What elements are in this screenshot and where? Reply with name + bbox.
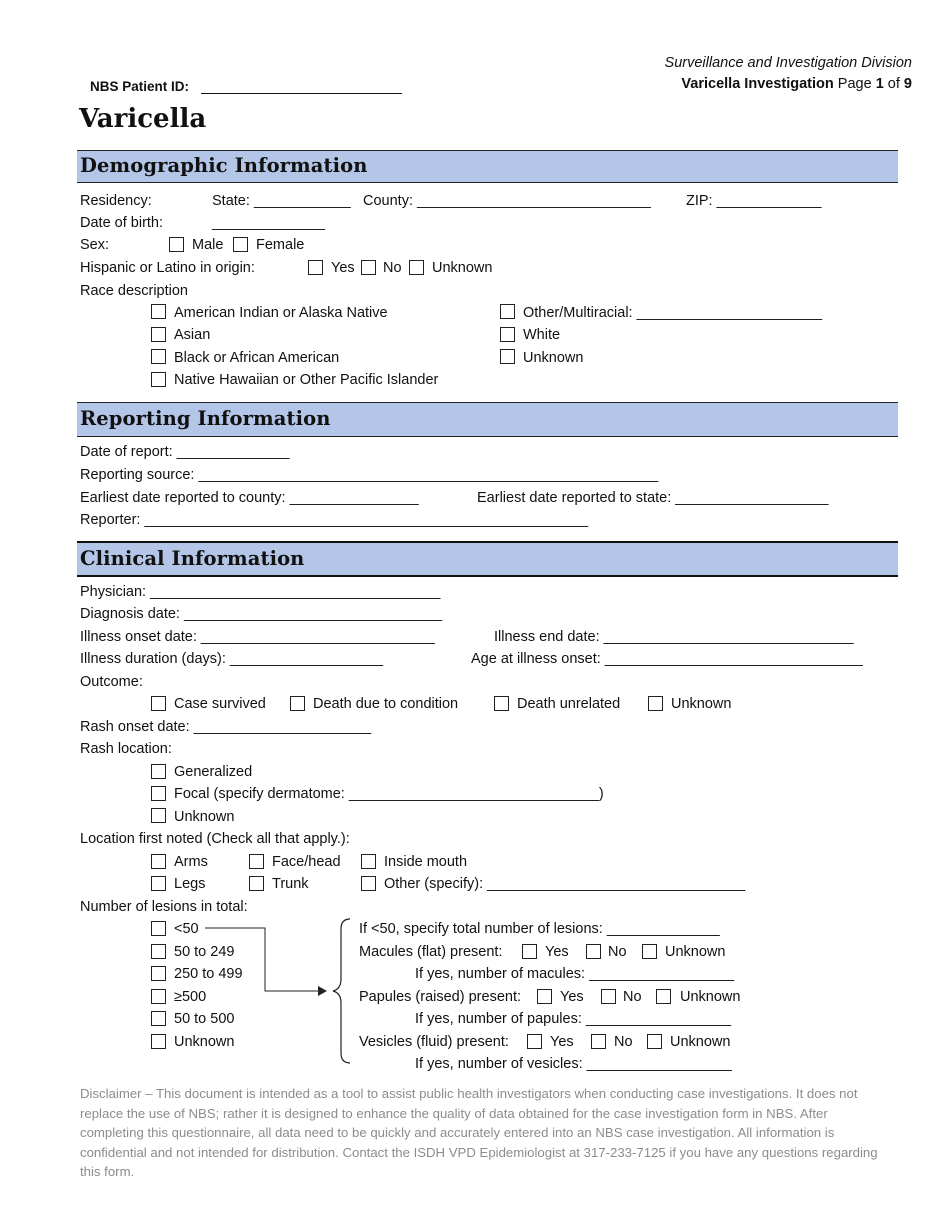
- race-white-checkbox[interactable]: [500, 327, 515, 342]
- clinical-section-header: Clinical Information: [77, 541, 898, 577]
- loc-other-field[interactable]: Other (specify): ________________________________: [384, 876, 746, 892]
- hispanic-yes-checkbox[interactable]: [308, 260, 323, 275]
- zip-field[interactable]: ZIP: _____________: [686, 193, 822, 209]
- race-nhpi-checkbox[interactable]: [151, 372, 166, 387]
- lesion-50-500-checkbox[interactable]: [151, 1011, 166, 1026]
- outcome-unknown-label: Unknown: [671, 696, 732, 712]
- illness-duration-field[interactable]: Illness duration (days): ___________________: [80, 651, 384, 667]
- papules-no-label: No: [623, 989, 642, 1005]
- demographic-section-header: Demographic Information: [77, 150, 898, 183]
- illness-onset-field[interactable]: Illness onset date: _____________________________: [80, 629, 435, 645]
- location-first-label: Location first noted (Check all that apply.):: [80, 831, 350, 847]
- earliest-state-field[interactable]: Earliest date reported to state: ___________________: [477, 490, 829, 506]
- county-field[interactable]: County: _____________________________: [363, 193, 651, 209]
- lesion-lt50-label: <50: [174, 921, 199, 937]
- race-other-checkbox[interactable]: [500, 304, 515, 319]
- hispanic-label: Hispanic or Latino in origin:: [80, 260, 255, 276]
- loc-trunk-checkbox[interactable]: [249, 876, 264, 891]
- loc-arms-label: Arms: [174, 854, 208, 870]
- macules-unknown-label: Unknown: [665, 944, 726, 960]
- sex-female-checkbox[interactable]: [233, 237, 248, 252]
- disclaimer-text: Disclaimer – This document is intended as a tool to assist public health investigators when conducting case investigations. It does not replace the use of NBS; rather it is designed to enhance the quality of data obtained for the case investigation form in NBS. After completing this questionnaire, all data need to be quickly and accurately entered into an NBS case investigation. All information is confidential and not intended for distribution. Contact the ISDH VPD Epidemiologist at 317-233-7125 if you have any questions regarding this form.: [80, 1086, 878, 1179]
- macules-label: Macules (flat) present:: [359, 944, 503, 960]
- rash-location-label: Rash location:: [80, 741, 172, 757]
- papules-unknown-checkbox[interactable]: [656, 989, 671, 1004]
- macules-yes-label: Yes: [545, 944, 569, 960]
- lesion-50-249-checkbox[interactable]: [151, 944, 166, 959]
- lesion-50-500-label: 50 to 500: [174, 1011, 235, 1027]
- diagnosis-date-field[interactable]: Diagnosis date: ________________________________: [80, 606, 443, 622]
- sex-male-checkbox[interactable]: [169, 237, 184, 252]
- hispanic-no-label: No: [383, 260, 402, 276]
- loc-legs-checkbox[interactable]: [151, 876, 166, 891]
- reporting-section-header: Reporting Information: [77, 402, 898, 437]
- race-aian-label: American Indian or Alaska Native: [174, 305, 388, 321]
- illness-end-field[interactable]: Illness end date: _______________________________: [494, 629, 854, 645]
- arrow-head-icon: [318, 986, 327, 996]
- race-unknown-checkbox[interactable]: [500, 349, 515, 364]
- rash-focal-field[interactable]: Focal (specify dermatome: _______________________________): [174, 786, 604, 802]
- papules-unknown-label: Unknown: [680, 989, 741, 1005]
- rash-generalized-label: Generalized: [174, 764, 253, 780]
- reporting-source-field[interactable]: Reporting source: _________________________________________________________: [80, 467, 659, 483]
- doc-title: Varicella: [79, 104, 207, 134]
- race-label: Race description: [80, 283, 188, 299]
- lesion-250-499-checkbox[interactable]: [151, 966, 166, 981]
- papules-no-checkbox[interactable]: [601, 989, 616, 1004]
- outcome-survived-checkbox[interactable]: [151, 696, 166, 711]
- race-unknown-label: Unknown: [523, 350, 584, 366]
- macules-count-field[interactable]: If yes, number of macules: __________________: [415, 966, 735, 982]
- lesions-specify-field[interactable]: If <50, specify total number of lesions: ______________: [359, 921, 720, 937]
- curly-brace-icon: [333, 919, 350, 1063]
- vesicles-yes-checkbox[interactable]: [527, 1034, 542, 1049]
- rash-generalized-checkbox[interactable]: [151, 764, 166, 779]
- rash-unknown-checkbox[interactable]: [151, 808, 166, 823]
- hispanic-unknown-label: Unknown: [432, 260, 493, 276]
- papules-count-field[interactable]: If yes, number of papules: __________________: [415, 1011, 732, 1027]
- rash-focal-checkbox[interactable]: [151, 786, 166, 801]
- macules-yes-checkbox[interactable]: [522, 944, 537, 959]
- papules-label: Papules (raised) present:: [359, 989, 521, 1005]
- outcome-death-condition-checkbox[interactable]: [290, 696, 305, 711]
- race-black-label: Black or African American: [174, 350, 340, 366]
- lesions-label: Number of lesions in total:: [80, 899, 248, 915]
- page-of: of: [887, 76, 900, 92]
- lesion-gte500-label: ≥500: [174, 989, 207, 1005]
- macules-no-label: No: [608, 944, 627, 960]
- rash-unknown-label: Unknown: [174, 809, 235, 825]
- lesion-50-249-label: 50 to 249: [174, 944, 235, 960]
- loc-mouth-checkbox[interactable]: [361, 854, 376, 869]
- vesicles-yes-label: Yes: [550, 1034, 574, 1050]
- race-aian-checkbox[interactable]: [151, 304, 166, 319]
- division-label: Surveillance and Investigation Division: [664, 55, 912, 71]
- papules-yes-checkbox[interactable]: [537, 989, 552, 1004]
- reporter-field[interactable]: Reporter: _______________________________________________________: [80, 512, 589, 528]
- vesicles-label: Vesicles (fluid) present:: [359, 1034, 509, 1050]
- date-of-report-field[interactable]: Date of report: ______________: [80, 444, 290, 460]
- lesion-arrow-connector: [200, 915, 360, 1075]
- loc-legs-label: Legs: [174, 876, 206, 892]
- page-indicator: [681, 76, 912, 92]
- lesion-gte500-checkbox[interactable]: [151, 989, 166, 1004]
- age-onset-field[interactable]: Age at illness onset: ________________________________: [471, 651, 863, 667]
- macules-unknown-checkbox[interactable]: [642, 944, 657, 959]
- page-word: Page: [837, 76, 872, 92]
- race-asian-checkbox[interactable]: [151, 327, 166, 342]
- race-black-checkbox[interactable]: [151, 349, 166, 364]
- earliest-county-field[interactable]: Earliest date reported to county: ________________: [80, 490, 419, 506]
- dob-field[interactable]: ______________: [212, 215, 325, 231]
- investigation-title: Varicella Investigation: [681, 76, 834, 92]
- page-current: 1: [875, 76, 884, 92]
- sex-label: Sex:: [80, 237, 110, 253]
- outcome-unknown-checkbox[interactable]: [648, 696, 663, 711]
- dob-label: Date of birth:: [80, 215, 164, 231]
- outcome-survived-label: Case survived: [174, 696, 266, 712]
- race-nhpi-label: Native Hawaiian or Other Pacific Islander: [174, 372, 439, 388]
- lesion-250-499-label: 250 to 499: [174, 966, 243, 982]
- loc-face-checkbox[interactable]: [249, 854, 264, 869]
- patient-id-label: NBS Patient ID:: [90, 79, 190, 94]
- lesion-lt50-checkbox[interactable]: [151, 921, 166, 936]
- papules-yes-label: Yes: [560, 989, 584, 1005]
- rash-onset-field[interactable]: Rash onset date: ______________________: [80, 719, 372, 735]
- page-total: 9: [903, 76, 912, 92]
- vesicles-unknown-checkbox[interactable]: [647, 1034, 662, 1049]
- hispanic-yes-label: Yes: [331, 260, 355, 276]
- sex-female-label: Female: [256, 237, 305, 253]
- patient-id-field[interactable]: [201, 93, 402, 94]
- outcome-death-unrelated-checkbox[interactable]: [494, 696, 509, 711]
- state-field[interactable]: State: ____________: [212, 193, 351, 209]
- loc-other-checkbox[interactable]: [361, 876, 376, 891]
- physician-field[interactable]: Physician: ____________________________________: [80, 584, 441, 600]
- loc-arms-checkbox[interactable]: [151, 854, 166, 869]
- loc-mouth-label: Inside mouth: [384, 854, 468, 870]
- vesicles-unknown-label: Unknown: [670, 1034, 731, 1050]
- hispanic-no-checkbox[interactable]: [361, 260, 376, 275]
- lesion-unknown-checkbox[interactable]: [151, 1034, 166, 1049]
- macules-no-checkbox[interactable]: [586, 944, 601, 959]
- loc-trunk-label: Trunk: [272, 876, 309, 892]
- race-other-field[interactable]: Other/Multiracial: _______________________: [523, 305, 823, 321]
- outcome-label: Outcome:: [80, 674, 143, 690]
- vesicles-no-checkbox[interactable]: [591, 1034, 606, 1049]
- vesicles-count-field[interactable]: If yes, number of vesicles: __________________: [415, 1056, 732, 1072]
- sex-male-label: Male: [192, 237, 224, 253]
- race-white-label: White: [523, 327, 561, 343]
- outcome-death-unrelated-label: Death unrelated: [517, 696, 621, 712]
- hispanic-unknown-checkbox[interactable]: [409, 260, 424, 275]
- race-asian-label: Asian: [174, 327, 211, 343]
- outcome-death-condition-label: Death due to condition: [313, 696, 459, 712]
- residency-label: Residency:: [80, 193, 152, 209]
- loc-face-label: Face/head: [272, 854, 341, 870]
- vesicles-no-label: No: [614, 1034, 633, 1050]
- lesion-unknown-label: Unknown: [174, 1034, 235, 1050]
